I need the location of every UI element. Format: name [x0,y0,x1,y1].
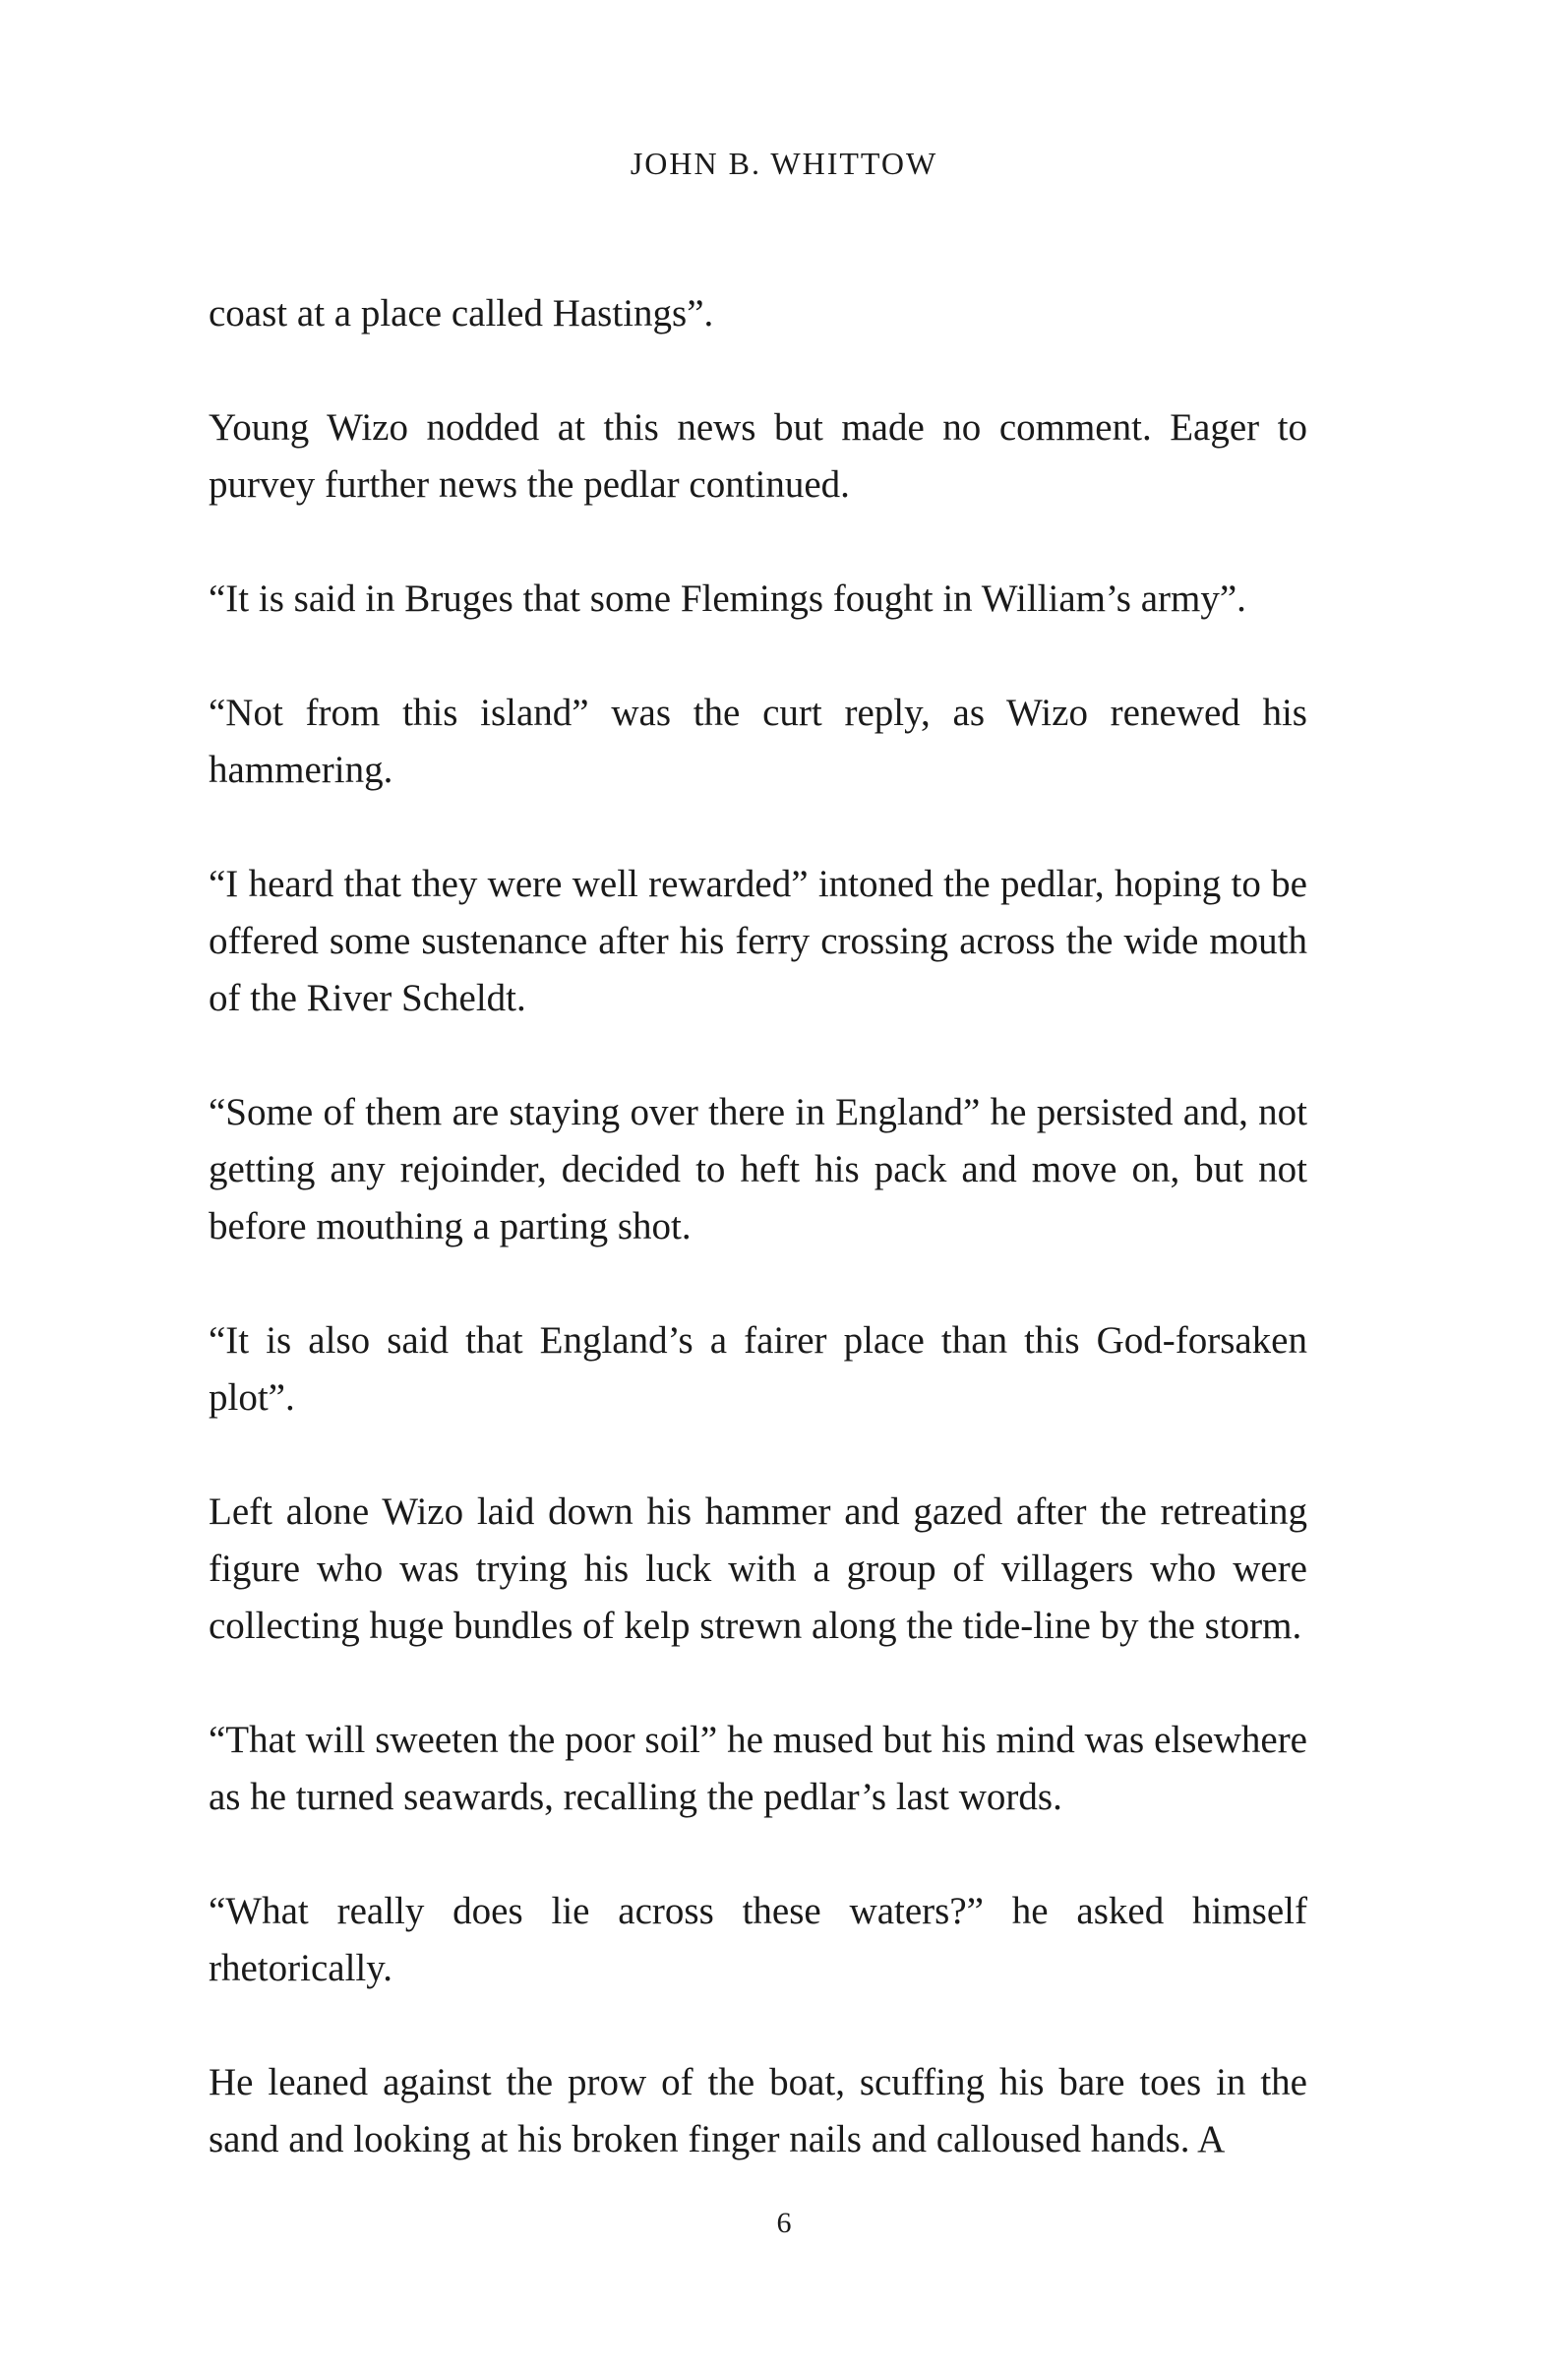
paragraph: Young Wizo nodded at this news but made no comment. Eager to purvey further news the pedlar continued. [209,406,1307,506]
paragraph: “That will sweeten the poor soil” he mused but his mind was elsewhere as he turned seawards, recalling the pedlar’s last words. [209,1719,1307,1818]
paragraph: “I heard that they were well rewarded” intoned the pedlar, hoping to be offered some sustenance after his ferry crossing across the wide mouth of the River Scheldt. [209,863,1307,1019]
paragraph: coast at a place called Hastings”. [209,292,714,334]
running-head-author: JOHN B. WHITTOW [630,146,938,181]
page-number: 6 [776,2207,792,2239]
paragraph: He leaned against the prow of the boat, scuffing his bare toes in the sand and looking at his broken finger nails and calloused hands. A [209,2061,1307,2160]
paragraph: “Some of them are staying over there in England” he persisted and, not getting any rejoinder, decided to heft his pack and move on, but not before mouthing a parting shot. [209,1091,1307,1247]
body-text [209,285,1307,2168]
paragraph: “What really does lie across these waters?” he asked himself rhetorically. [209,1890,1307,1989]
paragraph: “Not from this island” was the curt reply, as Wizo renewed his hammering. [209,692,1307,791]
paragraph: “It is said in Bruges that some Flemings fought in William’s army”. [209,577,1246,620]
paragraph: “It is also said that England’s a fairer place than this God-forsaken plot”. [209,1319,1307,1419]
paragraph: Left alone Wizo laid down his hammer and gazed after the retreating figure who was trying his luck with a group of villagers who were collecting huge bundles of kelp strewn along the tide-line by the storm. [209,1490,1307,1647]
